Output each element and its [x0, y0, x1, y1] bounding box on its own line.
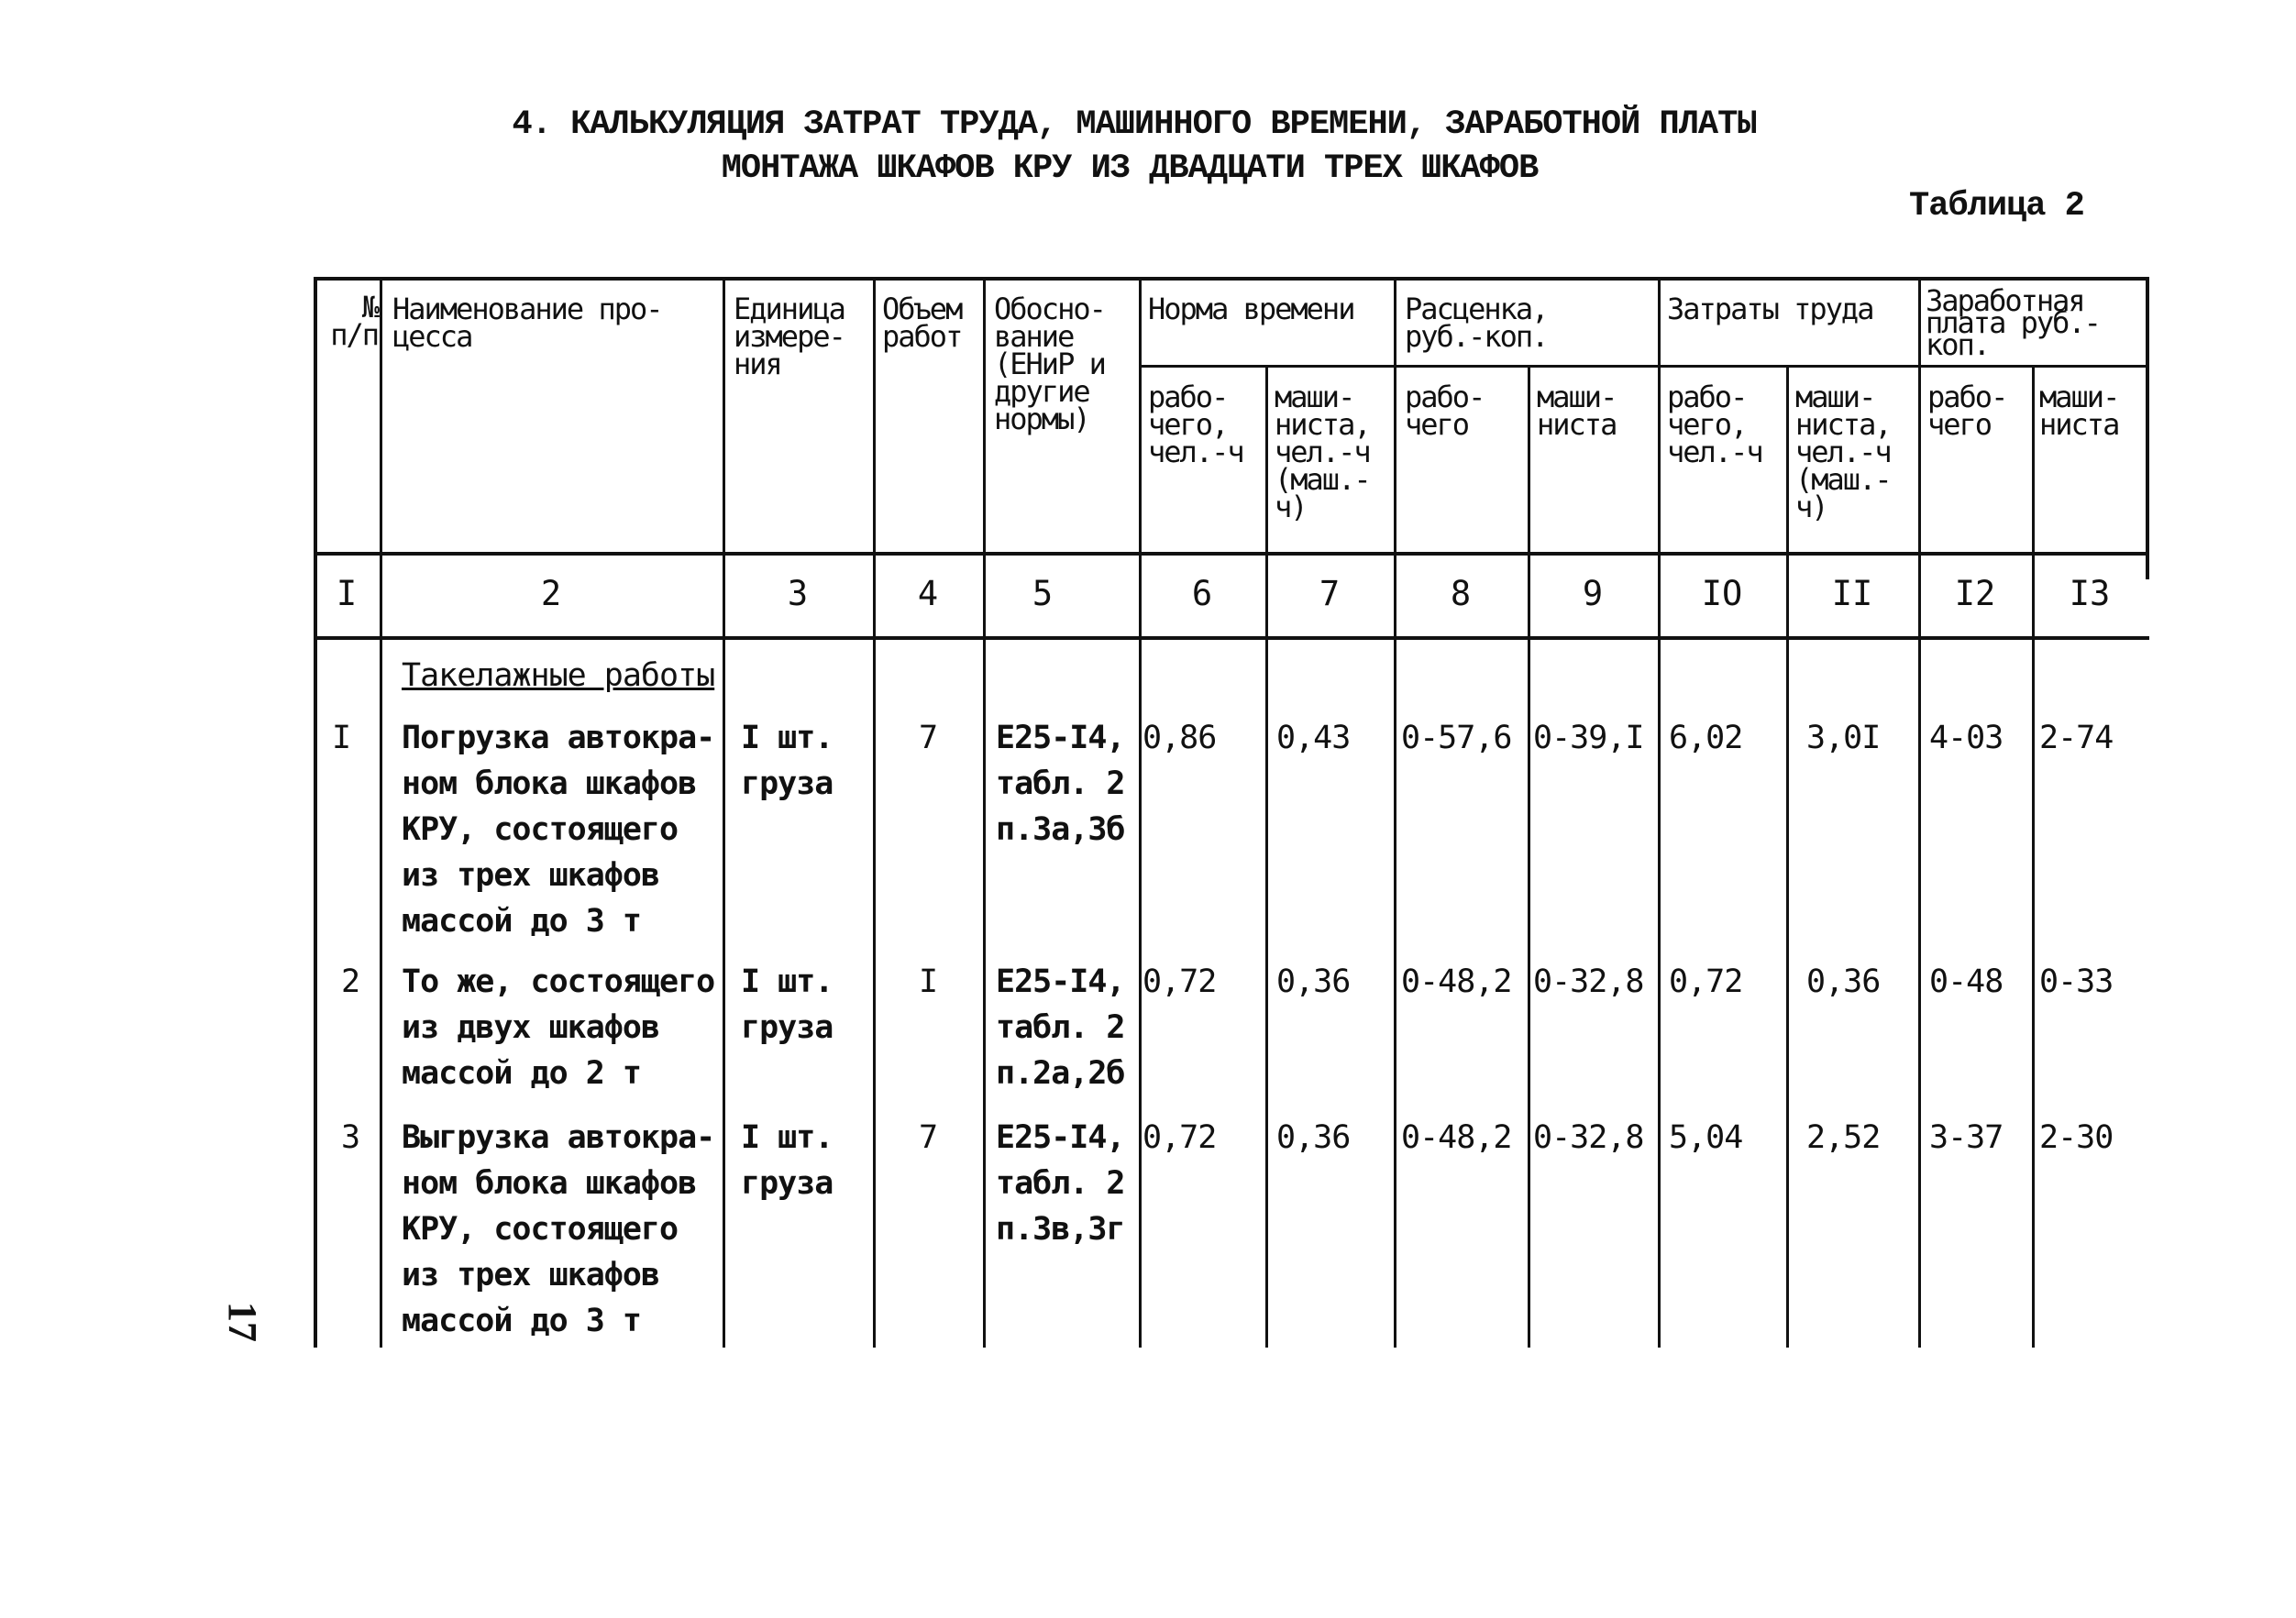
column-number-7: 7 [1319, 574, 1341, 613]
column-number-4: 4 [917, 574, 939, 613]
norm-worker: 0,72 [1142, 1119, 1217, 1156]
subheader-norm-worker: рабо- чего, чел.-ч [1148, 380, 1243, 469]
header-bottom-border [314, 552, 2149, 556]
column-number-10: IO [1701, 574, 1743, 613]
norm-machinist: 0,36 [1276, 963, 1351, 1000]
unit: I шт. груза [741, 1119, 833, 1202]
title-line-1: 4. КАЛЬКУЛЯЦИЯ ЗАТРАТ ТРУДА, МАШИННОГО ВРЕМЕНИ, ЗАРАБОТНОЙ ПЛАТЫ [512, 105, 1757, 144]
rate-machinist: 0-39,I [1533, 720, 1644, 756]
column-number-8: 8 [1450, 574, 1472, 613]
wage-worker: 0-48 [1929, 963, 2003, 1000]
rate-worker: 0-57,6 [1401, 720, 1512, 756]
norm-machinist: 0,43 [1276, 720, 1351, 756]
basis: Е25-I4, табл. 2 п.3а,3б [996, 720, 1125, 848]
subheader-wage-worker: рабо- чего [1927, 380, 2007, 442]
labor-worker: 5,04 [1669, 1119, 1743, 1156]
col-rule-1 [380, 277, 382, 1348]
column-number-11: II [1831, 574, 1873, 613]
wage-worker: 4-03 [1929, 720, 2003, 756]
rate-worker: 0-48,2 [1401, 963, 1512, 1000]
unit: I шт. груза [741, 963, 833, 1046]
column-number-2: 2 [540, 574, 562, 613]
basis: Е25-I4, табл. 2 п.3в,3г [996, 1119, 1125, 1248]
cost-table [314, 277, 2149, 1348]
column-number-1: I [336, 574, 358, 613]
subheader-norm-machinist: маши- ниста, чел.-ч (маш.- ч) [1275, 380, 1370, 524]
wage-machinist: 2-74 [2039, 720, 2114, 756]
table-left-border [314, 277, 317, 1348]
subheader-labor-worker: рабо- чего, чел.-ч [1667, 380, 1762, 469]
col-rule-11 [1918, 277, 1921, 1348]
header-unit: Единица измере- ния [734, 292, 844, 381]
col-rule-6 [1265, 367, 1268, 1348]
column-number-3: 3 [787, 574, 809, 613]
labor-machinist: 0,36 [1806, 963, 1881, 1000]
subheader-labor-machinist: маши- ниста, чел.-ч (маш.- ч) [1795, 380, 1891, 524]
rate-machinist: 0-32,8 [1533, 1119, 1644, 1156]
column-number-9: 9 [1582, 574, 1604, 613]
row-number: 2 [341, 963, 360, 1000]
header-num: № п/п [330, 290, 378, 352]
header-process-name: Наименование про- цесса [392, 292, 662, 354]
header-labor-cost: Затраты труда [1667, 292, 1873, 326]
group-header-divider [1139, 365, 2149, 368]
header-wages: Заработная плата руб.- коп. [1926, 283, 2100, 362]
process-name: Выгрузка автокра- ном блока шкафов КРУ, состоящего из трех шкафов массой до 3 т [402, 1119, 715, 1339]
volume: 7 [919, 720, 938, 756]
subheader-rate-machinist: маши- ниста [1537, 380, 1617, 442]
basis: Е25-I4, табл. 2 п.2а,2б [996, 963, 1125, 1092]
labor-machinist: 3,0I [1806, 720, 1881, 756]
labor-machinist: 2,52 [1806, 1119, 1881, 1156]
column-number-6: 6 [1191, 574, 1213, 613]
wage-machinist: 2-30 [2039, 1119, 2114, 1156]
process-name: Погрузка автокра- ном блока шкафов КРУ, состоящего из трех шкафов массой до 3 т [402, 720, 715, 940]
page-number: 17 [220, 1302, 265, 1342]
header-volume: Объем работ [882, 292, 962, 354]
wage-machinist: 0-33 [2039, 963, 2114, 1000]
norm-machinist: 0,36 [1276, 1119, 1351, 1156]
labor-worker: 0,72 [1669, 963, 1743, 1000]
header-rate: Расценка, руб.-коп. [1405, 292, 1548, 354]
column-number-5: 5 [1032, 574, 1054, 613]
title-line-2: МОНТАЖА ШКАФОВ КРУ ИЗ ДВАДЦАТИ ТРЕХ ШКАФОВ [721, 149, 1539, 188]
table-label: Таблица 2 [1909, 187, 2084, 226]
rate-machinist: 0-32,8 [1533, 963, 1644, 1000]
column-number-12: I2 [1954, 574, 1996, 613]
row-number: 3 [341, 1119, 360, 1156]
section-title: Такелажные работы [402, 657, 715, 694]
col-rule-8 [1528, 367, 1530, 1348]
volume: 7 [919, 1119, 938, 1156]
col-rule-5 [1139, 277, 1142, 1348]
col-rule-12 [2032, 367, 2035, 1348]
numbers-row-bottom-border [314, 636, 2149, 640]
wage-worker: 3-37 [1929, 1119, 2003, 1156]
col-rule-4 [983, 277, 986, 1348]
col-rule-7 [1394, 277, 1396, 1348]
labor-worker: 6,02 [1669, 720, 1743, 756]
subheader-rate-worker: рабо- чего [1405, 380, 1485, 442]
col-rule-3 [873, 277, 876, 1348]
subheader-wage-machinist: маши- ниста [2039, 380, 2119, 442]
row-number: I [332, 720, 351, 756]
volume: I [919, 963, 938, 1000]
table-top-border [314, 277, 2149, 281]
rate-worker: 0-48,2 [1401, 1119, 1512, 1156]
table-right-border [2146, 277, 2149, 579]
header-basis: Обосно- вание (ЕНиР и другие нормы) [994, 292, 1105, 436]
norm-worker: 0,72 [1142, 963, 1217, 1000]
norm-worker: 0,86 [1142, 720, 1217, 756]
process-name: То же, состоящего из двух шкафов массой до 2 т [402, 963, 715, 1092]
col-rule-2 [723, 277, 725, 1348]
column-number-13: I3 [2069, 574, 2111, 613]
header-time-norm: Норма времени [1148, 292, 1354, 326]
document-title [0, 103, 2296, 191]
col-rule-9 [1658, 277, 1661, 1348]
unit: I шт. груза [741, 720, 833, 802]
col-rule-10 [1786, 367, 1789, 1348]
